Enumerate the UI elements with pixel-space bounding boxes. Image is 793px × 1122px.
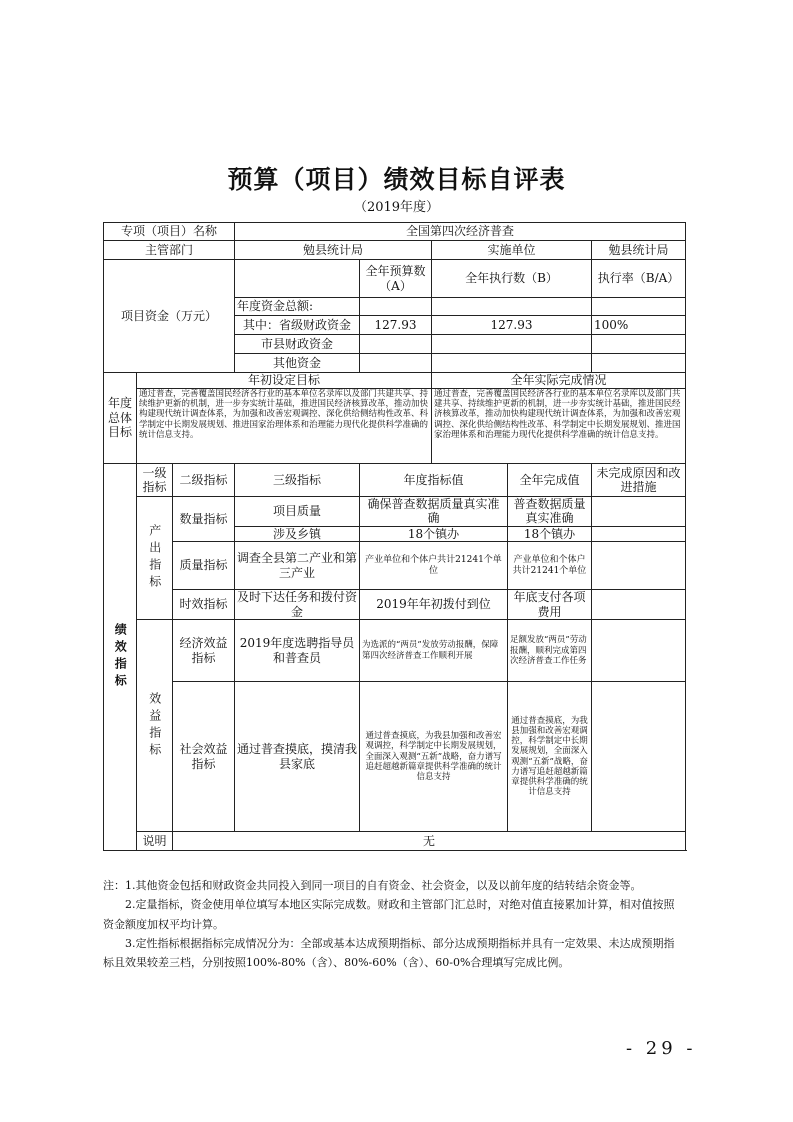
effect-indicator-label: 效益指标 — [137, 620, 173, 832]
goals-label: 年度总体目标 — [104, 373, 137, 464]
funds-city-budget — [360, 335, 432, 354]
quality-name: 调查全县第二产业和第三产业 — [235, 542, 360, 590]
qty-target-1: 确保普查数据质量真实准确 — [360, 497, 508, 527]
social-name: 通过普查摸底，摸清我县家底 — [235, 682, 360, 832]
project-name-label: 专项（项目）名称 — [104, 223, 235, 241]
econ-name: 2019年度选聘指导员和普查员 — [235, 620, 360, 682]
funds-city-rate — [592, 335, 686, 354]
funds-city-label: 市县财政资金 — [235, 335, 360, 354]
funds-prov-budget: 127.93 — [360, 316, 432, 335]
document-title: 预算（项目）绩效目标自评表 — [227, 165, 566, 194]
qty-name-2: 涉及乡镇 — [235, 526, 360, 541]
qty-reason-1 — [592, 497, 686, 527]
qty-reason-2 — [592, 526, 686, 541]
funds-other-rate — [592, 354, 686, 373]
qty-indicator-label: 数量指标 — [173, 497, 235, 542]
footnote-3: 3.定性指标根据指标完成情况分为：全部或基本达成预期指标、部分达成预期指标并具有一定效果、未达成预期指标且效果较差三档，分别按照100%-80%（含）、80%-60%（含）、60-0%合理填写完成比例。 — [103, 936, 675, 969]
funds-total-exec — [432, 298, 592, 316]
funds-city-exec — [432, 335, 592, 354]
quality-indicator-label: 质量指标 — [173, 542, 235, 590]
funds-label: 项目资金（万元） — [104, 260, 235, 373]
funds-total-rate — [592, 298, 686, 316]
indicators-h-target: 年度指标值 — [360, 464, 508, 497]
indicators-h-level2: 二级指标 — [173, 464, 235, 497]
econ-reason — [592, 620, 686, 682]
quality-actual: 产业单位和个体户共计21241个单位 — [508, 542, 592, 590]
goals-plan-text: 通过普查，完善覆盖国民经济各行业的基本单位名录库以及部门共建共享、持续维护更新的机制，进一步夯实统计基础，推进国民经济核算改革，推动加快构建现代统计调查体系，为加强和改善宏观调控、深化供给侧结构性改革、科学制定中长期发展规划、推进国家治理体系和治理能力现代化提供科学准确的统计信息支持。 — [137, 389, 432, 464]
time-reason — [592, 590, 686, 620]
funds-col-rate: 执行率（B/A） — [592, 260, 686, 298]
indicators-h-level3: 三级指标 — [235, 464, 360, 497]
time-target: 2019年年初拨付到位 — [360, 590, 508, 620]
qty-actual-1: 普查数据质量真实准确 — [508, 497, 592, 527]
qty-actual-2: 18个镇办 — [508, 526, 592, 541]
econ-indicator-label: 经济效益指标 — [173, 620, 235, 682]
indicators-h-reason: 未完成原因和改进措施 — [592, 464, 686, 497]
quality-target: 产业单位和个体户共计21241个单位 — [360, 542, 508, 590]
qty-name-1: 项目质量 — [235, 497, 360, 527]
econ-target: 为选派的“两员”发放劳动报酬，保障第四次经济普查工作顺利开展 — [360, 620, 508, 682]
remark-label: 说明 — [137, 832, 173, 851]
impl-value: 勉县统计局 — [592, 241, 686, 260]
funds-prov-rate: 100% — [592, 316, 686, 335]
social-actual: 通过普查摸底，为我县加强和改善宏观调控，科学制定中长期发展规划，全面深入观测“五新”战略，奋力谱写追赶超越新篇章提供科学准确的统计信息支持 — [508, 682, 592, 832]
quality-reason — [592, 542, 686, 590]
social-reason — [592, 682, 686, 832]
econ-actual: 足额发放“两员”劳动报酬，顺利完成第四次经济普查工作任务 — [508, 620, 592, 682]
time-actual: 年底支付各项费用 — [508, 590, 592, 620]
funds-header-empty — [235, 260, 360, 298]
social-target: 通过普查摸底，为我县加强和改善宏观调控，科学制定中长期发展规划，全面深入观测“五新”战略，奋力谱写追赶超越新篇章提供科学准确的统计信息支持 — [360, 682, 508, 832]
remark-value: 无 — [173, 832, 686, 851]
indicators-label: 绩效指标 — [104, 464, 137, 851]
funds-col-exec: 全年执行数（B） — [432, 260, 592, 298]
qty-target-2: 18个镇办 — [360, 526, 508, 541]
evaluation-table — [103, 222, 686, 851]
goals-actual-text: 通过普查，完善覆盖国民经济各行业的基本单位名录库以及部门共建共享、持续维护更新的机制，进一步夯实统计基础，推进国民经济核算改革，推动加快构建现代统计调查体系，为加强和改善宏观调控、深化供给侧结构性改革、科学制定中长期发展规划、推进国家治理体系和治理能力现代化提供科学准确的统计信息支持。 — [432, 389, 686, 464]
document-year: （2019年度） — [353, 200, 440, 215]
funds-other-label: 其他资金 — [235, 354, 360, 373]
funds-other-budget — [360, 354, 432, 373]
project-name-value: 全国第四次经济普查 — [235, 223, 686, 241]
funds-prov-label: 其中：省级财政资金 — [235, 316, 360, 335]
time-indicator-label: 时效指标 — [173, 590, 235, 620]
time-name: 及时下达任务和拨付资金 — [235, 590, 360, 620]
funds-other-exec — [432, 354, 592, 373]
social-indicator-label: 社会效益指标 — [173, 682, 235, 832]
dept-label: 主管部门 — [104, 241, 235, 260]
dept-value: 勉县统计局 — [235, 241, 432, 260]
page-number: - 29 - — [626, 1038, 697, 1059]
funds-total-budget — [360, 298, 432, 316]
footnote-2: 2.定量指标，资金使用单位填写本地区实际完成数。财政和主管部门汇总时，对绝对值直接累加计算，相对值按照资金额度加权平均计算。 — [103, 898, 675, 931]
funds-prov-exec: 127.93 — [432, 316, 592, 335]
footnote-1: 注：1.其他资金包括和财政资金共同投入到同一项目的自有资金、社会资金，以及以前年度的结转结余资金等。 — [103, 879, 642, 892]
goals-plan-header: 年初设定目标 — [137, 373, 432, 389]
funds-col-budget: 全年预算数（A） — [360, 260, 432, 298]
impl-label: 实施单位 — [432, 241, 592, 260]
indicators-h-level1: 一级指标 — [137, 464, 173, 497]
goals-actual-header: 全年实际完成情况 — [432, 373, 686, 389]
output-indicator-label: 产出指标 — [137, 497, 173, 620]
indicators-h-actual: 全年完成值 — [508, 464, 592, 497]
footnotes — [103, 876, 685, 972]
funds-total-label: 年度资金总额: — [235, 298, 360, 316]
